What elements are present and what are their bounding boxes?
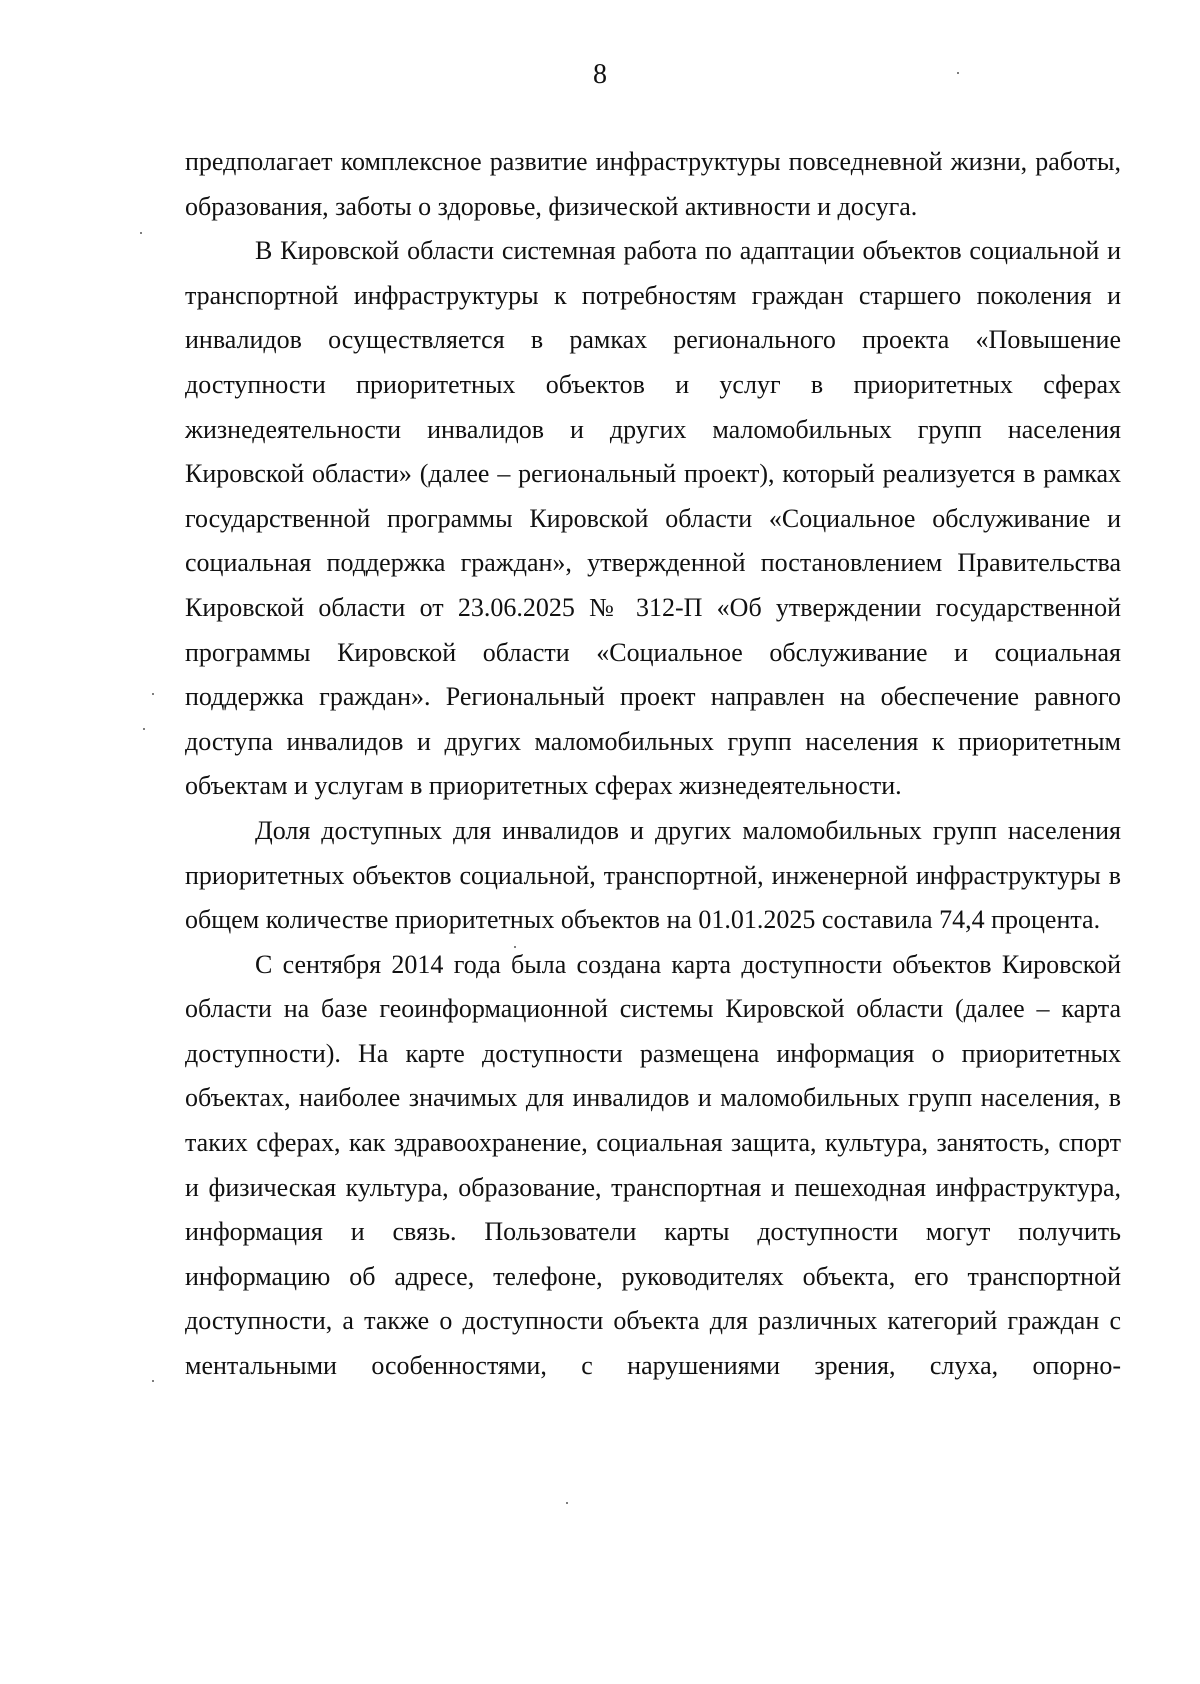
scan-speck [566, 1502, 568, 1504]
paragraph-accessibility-map: С сентября 2014 года была создана карта доступности объектов Кировской области на базе геоинформационной системы Кировской области (далее – карта доступности). На карте доступности размещена информация о приоритетных объектах, наиболее значимых для инвалидов и маломобильных групп населения, в таких сферах, как здравоохранение, социальная защита, культура, занятость, спорт и физическая культура, образование, транспортная и пешеходная инфраструктура, информация и связь. Пользователи карты доступности могут получить информацию об адресе, телефоне, руководителях объекта, его транспортной доступности, а также о доступности объекта для различных категорий граждан с ментальными особенностями, с нарушениями зрения, слуха, опорно- [185, 949, 1121, 1381]
page-number: 8 [593, 59, 607, 90]
scan-speck [514, 946, 516, 948]
scan-speck [152, 1380, 154, 1382]
scan-speck [140, 232, 142, 234]
document-body [185, 140, 1121, 1389]
paragraph-continuation: предполагает комплексное развитие инфраструктуры повседневной жизни, работы, образования, заботы о здоровье, физической активности и досуга. [185, 147, 1121, 221]
scan-speck [143, 728, 145, 730]
paragraph-accessibility-share: Доля доступных для инвалидов и других маломобильных групп населения приоритетных объектов социальной, транспортной, инженерной инфраструктуры в общем количестве приоритетных объектов на 01.01.2025 составила 74,4 процента. [185, 815, 1121, 935]
scan-speck [957, 72, 959, 74]
paragraph-regional-project: В Кировской области системная работа по адаптации объектов социальной и транспортной инфраструктуры к потребностям граждан старшего поколения и инвалидов осуществляется в рамках регионального проекта «Повышение доступности приоритетных объектов и услуг в приоритетных сферах жизнедеятельности инвалидов и других маломобильных групп населения Кировской области» (далее – региональный проект), который реализуется в рамках государственной программы Кировской области «Социальное обслуживание и социальная поддержка граждан», утвержденной постановлением Правительства Кировской области от 23.06.2025 № 312-П «Об утверждении государственной программы Кировской области «Социальное обслуживание и социальная поддержка граждан». Региональный проект направлен на обеспечение равного доступа инвалидов и других маломобильных групп населения к приоритетным объектам и услугам в приоритетных сферах жизнедеятельности. [185, 236, 1121, 801]
scan-speck [152, 693, 154, 695]
